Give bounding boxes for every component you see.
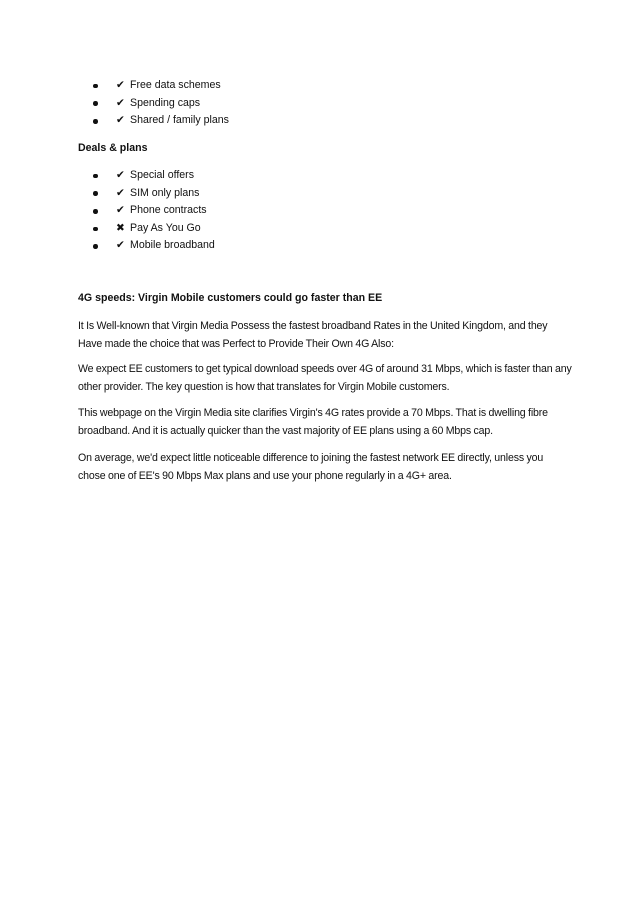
check-icon: ✔ — [116, 96, 125, 109]
paragraph: We expect EE customers to get typical download speeds over 4G of around 31 Mbps, which is faster than any other provider. The key question is how that translates for Virgin Mobile customers. — [78, 363, 572, 393]
list-item-label: Mobile broadband — [130, 239, 215, 252]
article-heading: 4G speeds: Virgin Mobile customers could go faster than EE — [78, 292, 383, 304]
check-icon: ✔ — [116, 114, 125, 127]
bullet-icon — [93, 244, 98, 249]
bullet-icon — [93, 84, 98, 89]
paragraph: It Is Well-known that Virgin Media Possess the fastest broadband Rates in the United Kingdom, and they Have made the choice that was Perfect to Provide Their Own 4G Also: — [78, 320, 548, 350]
check-icon: ✔ — [116, 186, 125, 199]
check-icon: ✔ — [116, 239, 125, 252]
check-icon: ✔ — [116, 169, 125, 181]
list-item-label: Special offers — [130, 169, 194, 181]
deals-heading: Deals & plans — [78, 142, 148, 154]
list-item-label: Pay As You Go — [130, 221, 201, 234]
list-item-label: Free data schemes — [130, 79, 221, 91]
check-icon: ✔ — [116, 79, 125, 91]
paragraph: This webpage on the Virgin Media site clarifies Virgin's 4G rates provide a 70 Mbps. That is dwelling fibre broadband. And it is actually quicker than the vast majority of EE plans using a 60 Mbps cap. — [78, 407, 548, 437]
list-item-label: SIM only plans — [130, 186, 200, 199]
check-icon: ✔ — [116, 204, 125, 217]
bullet-icon — [93, 174, 98, 179]
bullet-icon — [93, 191, 98, 196]
bullet-icon — [93, 227, 98, 232]
list-item-label: Phone contracts — [130, 204, 207, 217]
paragraph: On average, we'd expect little noticeable difference to joining the fastest network EE directly, unless you chose one of EE's 90 Mbps Max plans and use your phone regularly in a 4G+ area. — [78, 452, 544, 482]
cross-icon: ✖ — [116, 221, 125, 234]
list-item-label: Shared / family plans — [130, 114, 229, 127]
bullet-icon — [93, 209, 98, 214]
bullet-icon — [93, 119, 98, 124]
list-item-label: Spending caps — [130, 96, 201, 109]
bullet-icon — [93, 101, 98, 106]
